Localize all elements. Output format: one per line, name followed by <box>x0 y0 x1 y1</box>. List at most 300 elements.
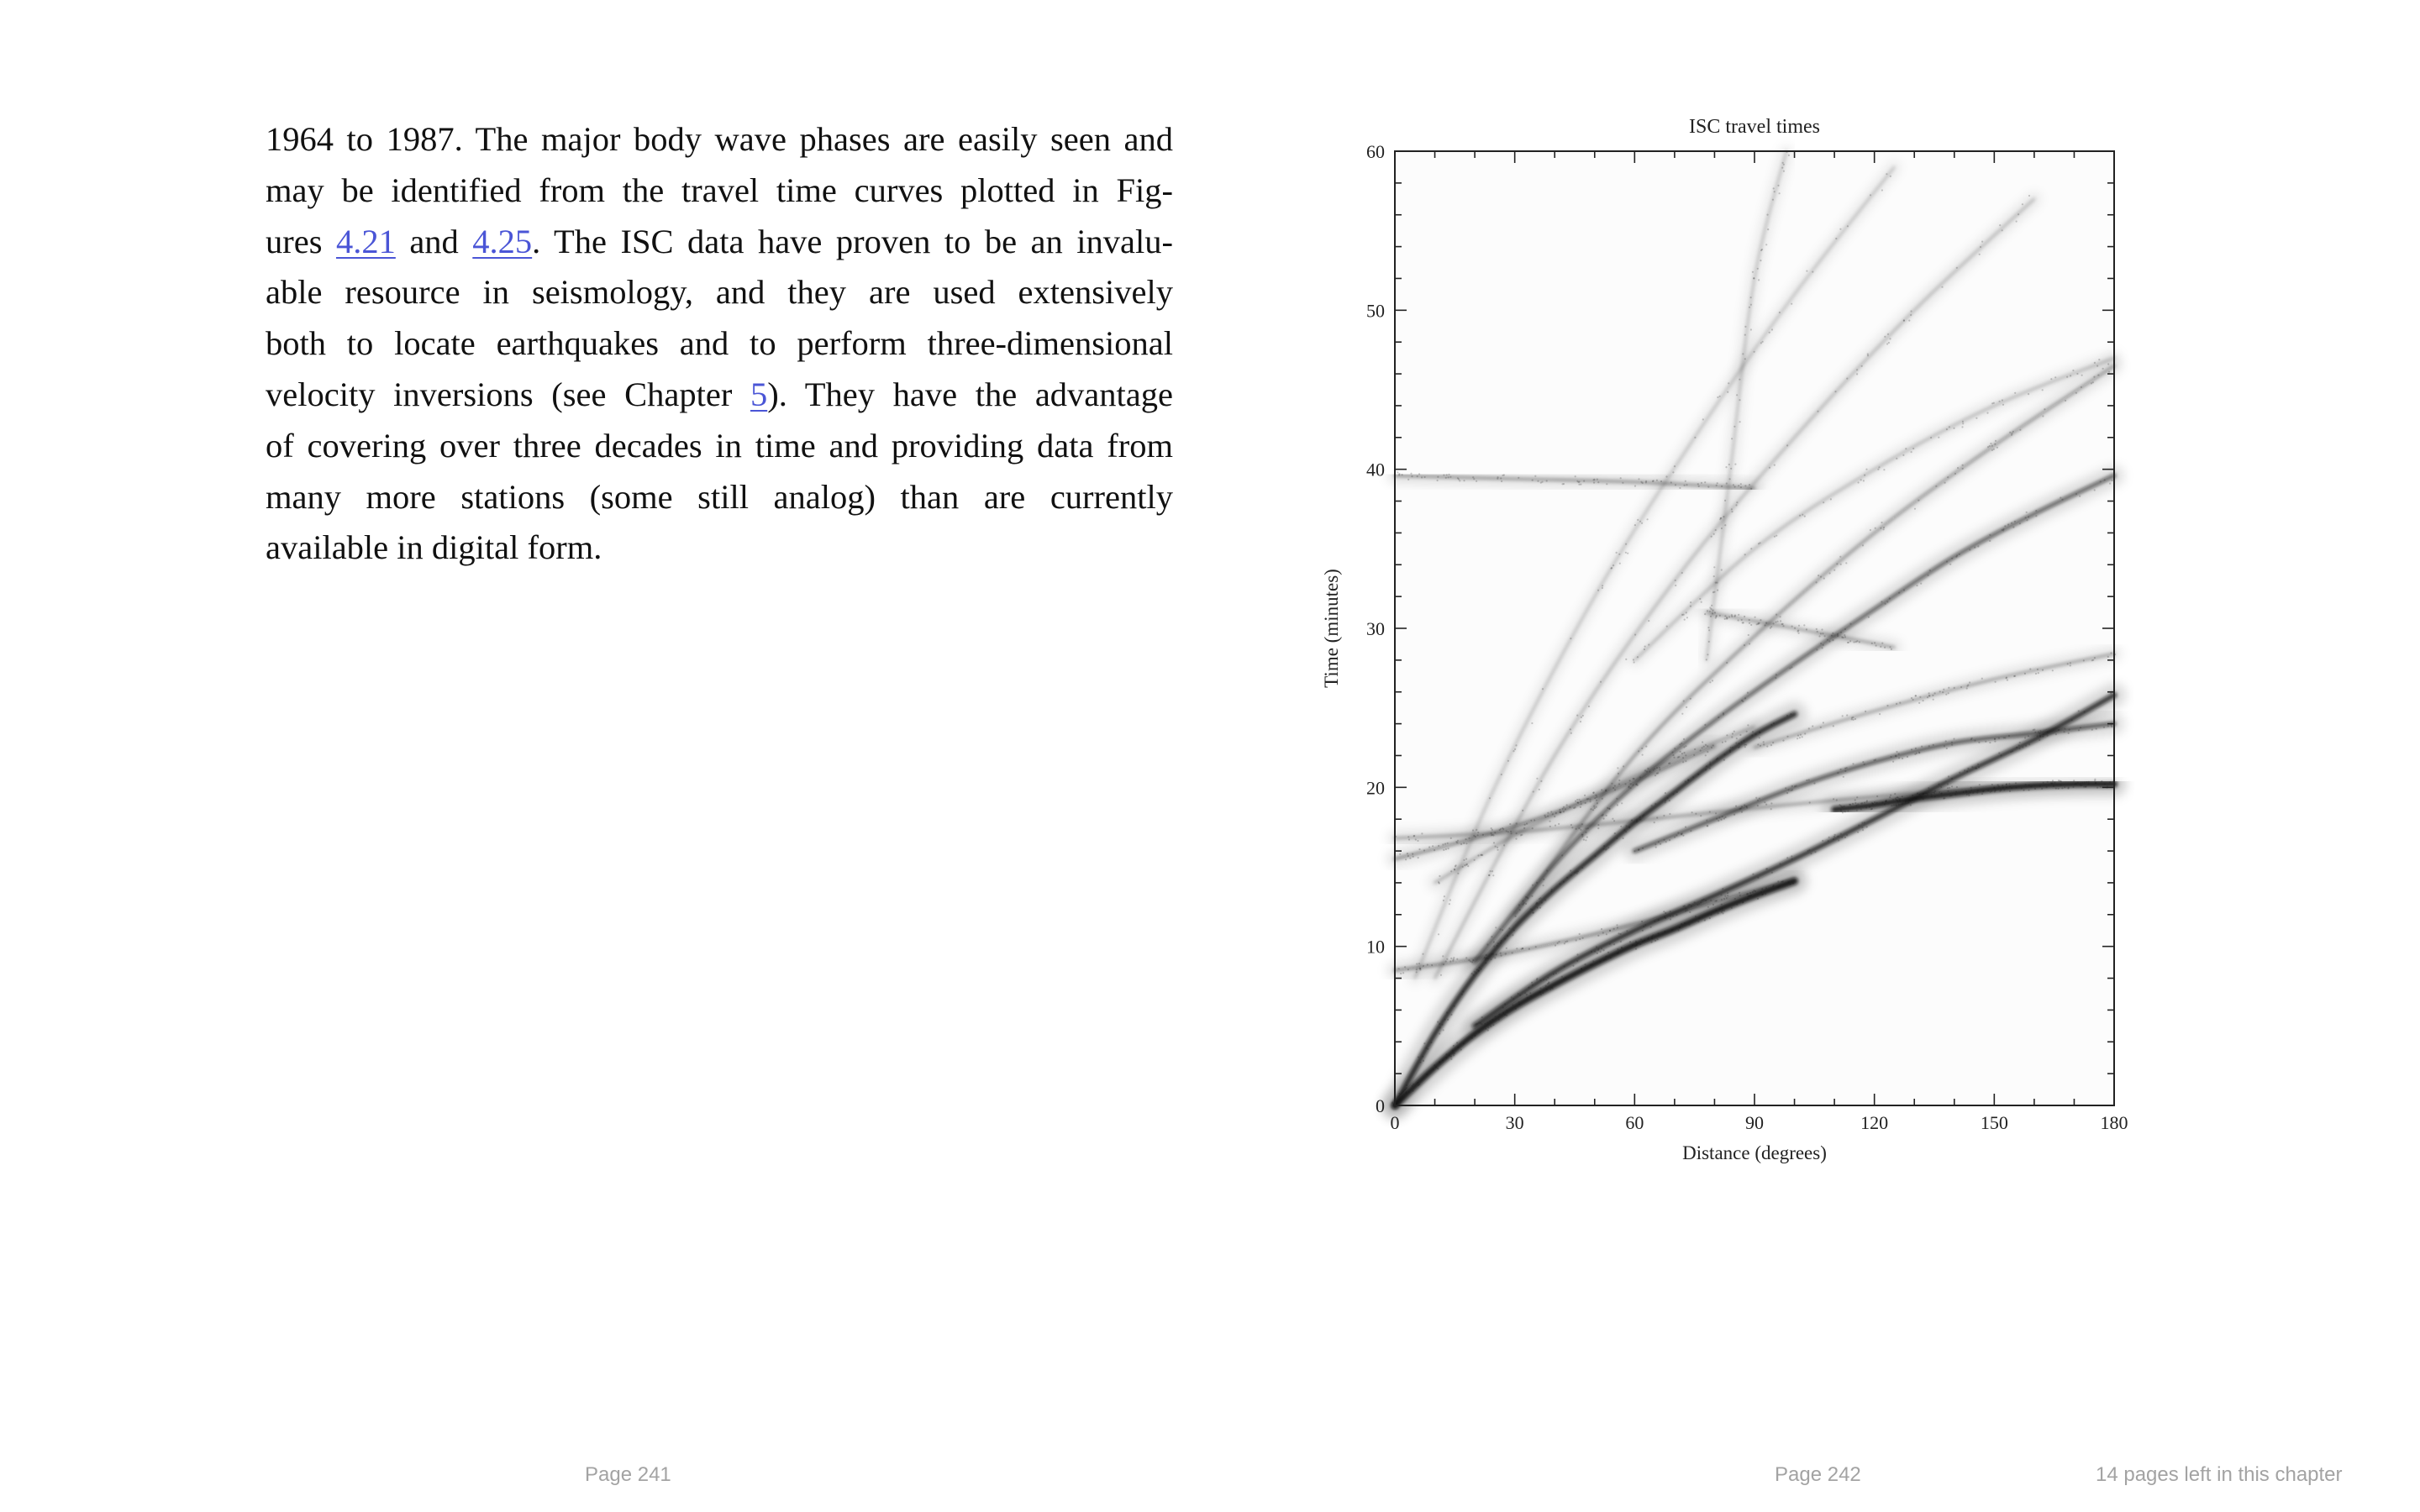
travel-time-pick <box>1933 699 1934 701</box>
travel-time-pick <box>1879 713 1881 715</box>
travel-time-pick <box>1492 874 1494 876</box>
travel-time-pick <box>1948 687 1949 689</box>
travel-time-pick <box>1669 762 1670 764</box>
travel-time-pick <box>2058 788 2060 790</box>
travel-time-pick <box>1621 802 1623 804</box>
travel-time-pick <box>1402 972 1404 974</box>
travel-time-pick <box>1514 748 1516 750</box>
travel-time-pick <box>1418 857 1419 858</box>
travel-time-pick <box>1908 320 1910 322</box>
travel-time-pick <box>2007 680 2008 681</box>
travel-time-pick <box>1578 799 1580 801</box>
travel-time-pick <box>1918 702 1920 704</box>
travel-time-pick <box>1654 822 1655 823</box>
travel-time-pick <box>1749 643 1750 644</box>
travel-time-pick <box>1979 784 1981 785</box>
travel-time-pick <box>1769 332 1770 333</box>
x-tick-label: 120 <box>1860 1112 1889 1133</box>
travel-time-pick <box>1724 618 1726 620</box>
text-segment: ). They have the advantage <box>767 375 1173 413</box>
travel-time-pick <box>1686 706 1687 708</box>
travel-time-pick <box>1720 517 1722 519</box>
travel-time-pick <box>1888 342 1890 344</box>
travel-time-pick <box>1953 428 1954 429</box>
travel-time-pick <box>2038 672 2039 674</box>
travel-time-pick <box>1665 792 1666 794</box>
x-tick-label: 30 <box>1505 1112 1524 1133</box>
travel-time-pick <box>1701 482 1702 484</box>
travel-time-pick <box>1744 746 1746 748</box>
travel-time-pick <box>1949 787 1950 789</box>
travel-time-pick <box>1515 916 1517 917</box>
x-tick-label: 0 <box>1390 1112 1400 1133</box>
travel-time-pick <box>1773 187 1775 189</box>
travel-time-pick <box>1770 626 1772 627</box>
travel-time-pick <box>1995 681 1996 683</box>
travel-time-pick <box>1439 875 1440 877</box>
travel-time-pick <box>1463 480 1465 481</box>
travel-time-pick <box>1896 458 1897 459</box>
travel-time-pick <box>1685 745 1686 747</box>
travel-time-pick <box>1418 473 1420 475</box>
travel-time-pick <box>1762 341 1764 343</box>
travel-time-pick <box>1717 482 1718 484</box>
travel-time-pick <box>1532 885 1534 886</box>
travel-time-pick <box>1818 635 1820 637</box>
y-tick-label: 60 <box>1366 141 1385 162</box>
travel-time-pick <box>1586 837 1588 838</box>
travel-time-pick <box>1683 746 1685 748</box>
travel-time-pick <box>1806 270 1807 272</box>
cross-reference-link[interactable]: 4.21 <box>335 222 396 260</box>
travel-time-pick <box>1722 742 1723 743</box>
travel-time-pick <box>1884 647 1886 648</box>
travel-time-pick <box>1748 634 1749 636</box>
y-tick-label: 50 <box>1366 300 1385 322</box>
travel-time-pick <box>1860 479 1862 480</box>
travel-time-pick <box>1707 751 1708 753</box>
travel-time-pick <box>1663 911 1665 912</box>
travel-time-pick <box>1821 628 1823 630</box>
travel-time-pick <box>1456 958 1458 960</box>
travel-time-pick <box>1713 575 1715 577</box>
travel-time-pick <box>1539 789 1540 790</box>
travel-time-pick <box>1450 958 1452 959</box>
text-line <box>266 318 1173 370</box>
travel-time-pick <box>1627 553 1628 554</box>
travel-time-pick <box>1580 721 1581 722</box>
travel-time-pick <box>1755 797 1757 799</box>
travel-time-pick <box>1883 469 1885 470</box>
travel-time-pick <box>1891 648 1892 650</box>
travel-time-pick <box>1576 715 1578 717</box>
travel-time-pick <box>1911 451 1912 453</box>
travel-time-pick <box>1774 465 1776 466</box>
travel-time-pick <box>1892 761 1894 763</box>
travel-time-pick <box>2052 780 2054 781</box>
travel-time-pick <box>1617 767 1618 769</box>
travel-time-pick <box>1738 485 1739 486</box>
travel-time-pick <box>1881 522 1882 523</box>
travel-time-pick <box>1799 737 1801 738</box>
travel-time-pick <box>2065 400 2066 402</box>
travel-time-pick <box>1405 858 1407 860</box>
travel-time-pick <box>2052 669 2054 671</box>
travel-time-pick <box>1840 564 1842 565</box>
travel-time-pick <box>1777 621 1779 622</box>
travel-time-pick <box>1849 640 1851 642</box>
travel-time-pick <box>1625 659 1627 660</box>
travel-time-pick <box>1938 437 1939 438</box>
travel-time-pick <box>1744 485 1746 486</box>
travel-time-pick <box>1531 895 1533 897</box>
travel-time-pick <box>1765 244 1767 245</box>
travel-time-pick <box>1941 286 1943 288</box>
travel-time-pick <box>2055 733 2057 735</box>
travel-time-pick <box>1797 738 1798 739</box>
travel-time-pick <box>1990 443 1991 444</box>
travel-time-pick <box>1735 806 1737 807</box>
travel-time-pick <box>1576 799 1578 801</box>
travel-time-pick <box>1682 835 1684 837</box>
travel-time-pick <box>1423 1042 1425 1044</box>
travel-time-pick <box>1828 837 1830 838</box>
travel-time-pick <box>1445 960 1447 962</box>
travel-time-pick <box>1723 912 1724 914</box>
travel-time-pick <box>1606 933 1607 935</box>
y-axis-label: Time (minutes) <box>1321 569 1342 688</box>
travel-time-pick <box>2060 496 2061 498</box>
travel-time-pick <box>1951 785 1953 787</box>
travel-time-pick <box>1625 552 1627 554</box>
cross-reference-link[interactable]: 5 <box>750 375 768 413</box>
travel-time-pick <box>1616 552 1618 554</box>
travel-time-pick <box>1509 823 1511 825</box>
travel-time-pick <box>1512 934 1513 936</box>
travel-time-pick <box>1442 955 1444 957</box>
travel-time-pick <box>1570 824 1572 826</box>
travel-time-pick <box>2091 382 2092 384</box>
travel-time-pick <box>2028 195 2030 197</box>
travel-time-pick <box>1920 583 1922 585</box>
travel-time-pick <box>1634 524 1636 526</box>
travel-time-pick <box>2028 393 2029 395</box>
travel-time-pick <box>1865 711 1866 712</box>
travel-time-pick <box>1823 578 1825 580</box>
travel-time-pick <box>1902 758 1903 759</box>
travel-time-pick <box>1407 853 1408 854</box>
travel-time-pick <box>1863 480 1865 481</box>
travel-time-pick <box>1603 949 1605 951</box>
travel-time-pick <box>1540 482 1542 484</box>
travel-time-pick <box>1745 744 1747 746</box>
travel-time-pick <box>1442 843 1444 845</box>
travel-time-pick <box>1883 528 1885 530</box>
travel-time-pick <box>1865 469 1867 470</box>
travel-time-pick <box>1539 907 1541 909</box>
x-tick-label: 180 <box>2100 1112 2128 1133</box>
travel-time-pick <box>1962 423 1964 424</box>
travel-time-pick <box>2024 737 2026 738</box>
travel-time-pick <box>1739 892 1740 894</box>
travel-time-pick <box>1685 826 1686 827</box>
travel-time-pick <box>1780 616 1781 617</box>
travel-time-pick <box>2092 381 2094 383</box>
travel-time-pick <box>1738 619 1739 621</box>
travel-time-pick <box>1637 519 1639 521</box>
travel-time-pick <box>1532 827 1534 829</box>
travel-time-pick <box>1399 853 1401 855</box>
travel-time-pick <box>1465 843 1467 844</box>
text-segment: and <box>395 222 473 260</box>
travel-time-pick <box>1996 447 1998 449</box>
travel-time-pick <box>1455 864 1457 866</box>
travel-time-pick <box>1858 481 1860 483</box>
travel-time-pick <box>2028 790 2029 791</box>
travel-time-pick <box>1822 647 1823 648</box>
travel-time-pick <box>1943 689 1944 690</box>
travel-time-pick <box>2002 404 2004 406</box>
travel-time-pick <box>1601 928 1602 930</box>
travel-time-pick <box>1440 974 1442 976</box>
travel-time-pick <box>1566 804 1568 806</box>
travel-time-pick <box>1743 622 1744 623</box>
travel-time-pick <box>1782 740 1784 742</box>
travel-time-pick <box>1516 948 1518 949</box>
travel-time-pick <box>1760 619 1761 621</box>
travel-time-pick <box>1749 622 1750 624</box>
travel-time-pick <box>1666 626 1668 627</box>
travel-time-pick <box>2081 375 2083 376</box>
travel-time-pick <box>1656 480 1658 481</box>
travel-time-pick <box>1726 482 1728 484</box>
travel-time-pick <box>1905 448 1907 449</box>
travel-time-pick <box>1855 641 1857 643</box>
travel-time-pick <box>1736 394 1738 396</box>
travel-time-pick <box>1685 480 1686 482</box>
travel-time-pick <box>1575 801 1576 802</box>
travel-time-pick <box>1985 741 1986 743</box>
travel-time-pick <box>1409 858 1411 859</box>
travel-time-pick <box>1777 880 1779 882</box>
travel-time-pick <box>1798 625 1800 627</box>
travel-time-pick <box>2054 376 2056 378</box>
travel-time-pick <box>1896 751 1897 753</box>
travel-time-pick <box>1444 895 1445 897</box>
travel-time-pick <box>1616 924 1618 926</box>
travel-time-pick <box>1870 529 1871 531</box>
travel-time-pick <box>1715 617 1717 619</box>
travel-time-pick <box>1570 732 1572 734</box>
travel-time-pick <box>1750 624 1752 626</box>
travel-time-pick <box>1839 228 1841 230</box>
travel-time-pick <box>1798 633 1800 634</box>
page-number-right: Page 242 <box>1775 1463 1861 1486</box>
travel-time-pick <box>1736 738 1738 739</box>
travel-time-pick <box>1733 731 1735 732</box>
travel-time-pick <box>1655 847 1657 848</box>
cross-reference-link[interactable]: 4.25 <box>472 222 533 260</box>
y-tick-label: 40 <box>1366 459 1385 480</box>
travel-time-pick <box>1493 842 1495 843</box>
travel-time-pick <box>1719 396 1721 397</box>
travel-time-pick <box>1641 522 1643 524</box>
travel-time-pick <box>1741 811 1743 813</box>
travel-time-pick <box>1993 449 1995 450</box>
travel-time-pick <box>1759 737 1760 738</box>
travel-time-pick <box>1590 801 1591 802</box>
travel-time-pick <box>1944 482 1946 484</box>
travel-time-pick <box>2108 371 2110 373</box>
travel-time-pick <box>1534 475 1536 477</box>
travel-time-pick <box>1606 815 1607 816</box>
travel-time-pick <box>1862 761 1864 763</box>
travel-time-pick <box>1911 697 1912 699</box>
text-segment: both to locate earthquakes and to perform three-dimensional <box>266 324 1173 363</box>
travel-time-pick <box>1400 973 1402 974</box>
page-number-left: Page 241 <box>585 1463 671 1486</box>
travel-time-pick <box>1660 843 1661 845</box>
travel-time-pick <box>1397 471 1398 473</box>
travel-time-pick <box>1448 848 1449 849</box>
travel-time-pick <box>1721 819 1723 821</box>
travel-time-pick <box>1763 741 1765 743</box>
travel-time-pick <box>2035 515 2037 517</box>
travel-time-pick <box>1453 957 1455 958</box>
travel-time-pick <box>1760 260 1761 261</box>
travel-time-pick <box>1915 695 1917 696</box>
travel-time-pick <box>1447 843 1449 844</box>
travel-time-pick <box>1495 927 1497 928</box>
travel-time-pick <box>1619 563 1621 564</box>
travel-time-pick <box>1613 943 1615 945</box>
travel-time-pick <box>1744 358 1746 360</box>
travel-time-pick <box>1823 501 1824 503</box>
travel-time-pick <box>1655 774 1656 776</box>
travel-time-pick <box>1564 942 1565 944</box>
travel-time-pick <box>1887 333 1889 335</box>
travel-time-pick <box>1580 484 1581 486</box>
travel-time-pick <box>1613 820 1615 822</box>
travel-time-pick <box>1579 933 1581 935</box>
travel-time-pick <box>1438 933 1439 935</box>
travel-time-pick <box>1418 848 1420 850</box>
travel-time-pick <box>1747 724 1749 726</box>
travel-time-pick <box>1966 687 1968 689</box>
travel-time-pick <box>1757 805 1759 806</box>
travel-time-pick <box>1711 605 1712 606</box>
travel-time-pick <box>1771 328 1773 330</box>
travel-time-pick <box>1881 643 1883 644</box>
travel-time-pick <box>1902 454 1904 456</box>
travel-time-pick <box>1623 837 1624 839</box>
travel-time-pick <box>1416 969 1418 970</box>
travel-time-pick <box>1867 353 1869 354</box>
travel-time-pick <box>1776 535 1777 537</box>
travel-time-pick <box>1923 700 1924 701</box>
travel-time-pick <box>1791 303 1792 305</box>
x-tick-label: 150 <box>1980 1112 2008 1133</box>
travel-time-pick <box>1506 948 1507 949</box>
travel-time-pick <box>1690 601 1691 603</box>
travel-time-pick <box>1663 815 1665 816</box>
travel-time-pick <box>1612 818 1613 820</box>
travel-time-pick <box>1747 692 1749 694</box>
travel-time-pick <box>1802 736 1803 738</box>
travel-time-pick <box>1647 768 1649 769</box>
travel-time-pick <box>1614 832 1616 834</box>
travel-time-pick <box>1606 483 1607 485</box>
travel-time-pick <box>1946 748 1948 749</box>
travel-time-pick <box>1994 741 1996 743</box>
travel-time-pick <box>2076 373 2078 375</box>
travel-time-pick <box>1969 681 1970 683</box>
travel-time-pick <box>1853 719 1854 721</box>
travel-time-pick <box>1854 802 1856 804</box>
travel-time-pick <box>1921 746 1923 748</box>
travel-time-pick <box>1503 474 1505 475</box>
travel-time-pick <box>1989 445 1991 447</box>
travel-time-pick <box>1536 778 1538 780</box>
travel-time-pick <box>1786 857 1788 858</box>
travel-time-pick <box>1413 856 1414 858</box>
travel-time-pick <box>1812 725 1813 727</box>
x-tick-label: 60 <box>1625 1112 1644 1133</box>
travel-time-pick <box>1948 692 1949 694</box>
travel-time-pick <box>1823 722 1824 723</box>
travel-time-pick <box>1521 834 1523 836</box>
travel-time-pick <box>2094 489 2096 491</box>
travel-time-pick <box>1803 624 1805 626</box>
travel-time-pick <box>2058 780 2060 781</box>
travel-time-pick <box>1712 680 1713 681</box>
travel-time-pick <box>1525 903 1527 905</box>
travel-time-pick <box>1788 155 1790 156</box>
travel-time-pick <box>1856 373 1858 375</box>
travel-time-pick <box>1491 827 1492 829</box>
travel-time-pick <box>1460 843 1462 845</box>
travel-time-pick <box>2022 203 2023 205</box>
y-tick-label: 30 <box>1366 618 1385 639</box>
travel-time-pick <box>1724 895 1726 897</box>
travel-time-pick <box>2096 728 2097 730</box>
travel-time-pick <box>1669 839 1670 841</box>
travel-time-pick <box>1701 601 1702 603</box>
travel-time-pick <box>1975 417 1977 419</box>
travel-time-pick <box>1704 481 1706 483</box>
travel-time-pick <box>1945 694 1947 696</box>
travel-time-pick <box>1726 734 1728 736</box>
travel-time-pick <box>1597 827 1599 829</box>
travel-time-pick <box>1576 953 1578 955</box>
travel-time-pick <box>1724 524 1726 526</box>
travel-time-pick <box>1889 338 1891 339</box>
travel-time-pick <box>1852 763 1854 764</box>
travel-time-pick <box>1731 614 1733 616</box>
travel-time-pick <box>1449 899 1451 900</box>
travel-time-pick <box>1437 480 1439 481</box>
travel-time-pick <box>1775 621 1776 622</box>
travel-time-pick <box>1862 829 1864 831</box>
travel-time-pick <box>1417 840 1418 842</box>
travel-time-pick <box>1642 754 1644 756</box>
travel-time-pick <box>1634 486 1636 487</box>
travel-time-pick <box>1783 171 1785 172</box>
travel-time-pick <box>1754 617 1756 618</box>
travel-time-pick <box>1650 927 1652 928</box>
travel-time-pick <box>1408 838 1410 840</box>
travel-time-pick <box>1749 484 1750 486</box>
